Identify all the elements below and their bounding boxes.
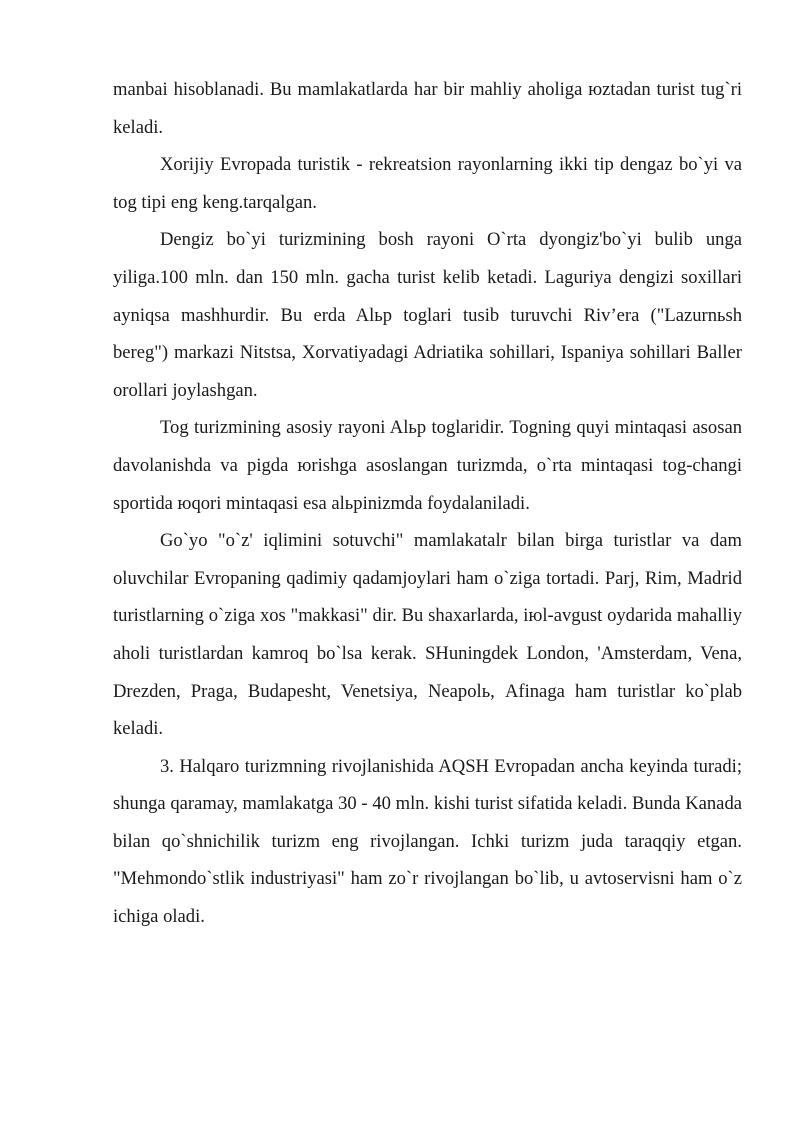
- paragraph-usa-tourism: 3. Halqaro turizmning rivojlanishida AQSH Evropadan ancha keyinda turadi; shunga qaramay, mamlakatga 30 - 40 mln. kishi turist sifatida keladi. Bunda Kanada bilan qo`shnichilik turizm eng rivojlangan. Ichki turizm juda taraqqiy etgan. "Mehmondo`stlik industriyasi" ham zo`r rivojlangan bo`lib, u avtoservisni ham o`z ichiga oladi.: [113, 755, 742, 928]
- document-page: [113, 71, 742, 936]
- paragraph-historic-sites: Go`yo "o`z' iqlimini sotuvchi" mamlakatalr bilan birga turistlar va dam oluvchilar Evropaning qadimiy qadamjoylari ham o`ziga tortadi. Parj, Rim, Madrid turistlarning o`ziga xos "makkasi" dir. Bu shaxarlarda, iюl-avgust oydarida mahalliy aholi turistlardan kamroq bo`lsa kerak. SHuningdek London, 'Amsterdam, Vena, Drezden, Praga, Budapesht, Venetsiya, Neapolь, Afinaga ham turistlar ko`plab keladi.: [113, 530, 742, 740]
- paragraph-seaside-tourism: Dengiz bo`yi turizmining bosh rayoni O`rta dyongiz'bo`yi bulib unga yiliga.100 mln. dan 150 mln. gacha turist kelib ketadi. Laguriya dengizi soxillari ayniqsa mashhurdir. Bu erda Alьp toglari tusib turuvchi Riv’era ("Lazurnьsh bereg") markazi Nitstsa, Xorvatiyadagi Adriatika sohillari, Ispaniya sohillari Baller orollari joylashgan.: [113, 229, 742, 401]
- paragraph-mountain-tourism: Tog turizmining asosiy rayoni Alьp toglaridir. Togning quyi mintaqasi asosan davolanishda va pigda юrishga asoslangan turizmda, o`rta mintaqasi tog-changi sportida юqori mintaqasi esa alьpinizmda foydalaniladi.: [113, 417, 742, 514]
- paragraph-continuation: manbai hisoblanadi. Bu mamlakatlarda har bir mahliy aholiga юztadan turist tug`ri keladi.: [113, 79, 742, 138]
- paragraph-recreation-regions: Xorijiy Evropada turistik - rekreatsion rayonlarning ikki tip dengaz bo`yi va tog tipi eng keng.tarqalgan.: [113, 154, 742, 213]
